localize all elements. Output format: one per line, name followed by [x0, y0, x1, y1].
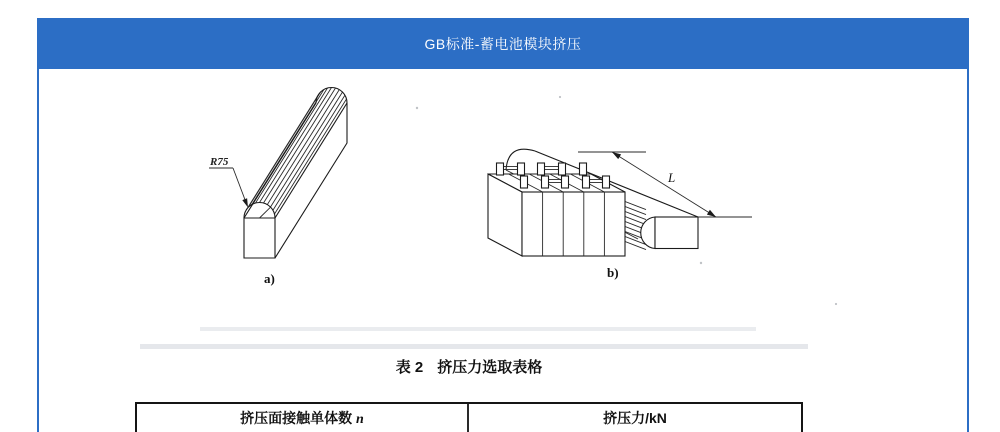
table-caption — [135, 356, 803, 377]
force-selection-table — [135, 402, 803, 432]
subfigure-a-label: a) — [264, 271, 275, 286]
scan-specks — [416, 96, 837, 305]
battery-module — [488, 163, 625, 256]
subfigure-b-label: b) — [607, 265, 619, 280]
col1-header-text: 挤压面接触单体数 — [240, 410, 353, 426]
battery-module-diagram-b — [488, 149, 752, 280]
length-dimension-label: L — [668, 170, 676, 185]
table-header-cell-contact-count — [137, 404, 469, 432]
crush-bar-hatching — [246, 88, 346, 215]
radius-dimension-label: R75 — [210, 156, 229, 168]
col1-header-variable: n — [356, 412, 364, 427]
page-title: GB标准-蓄电池模块挤压 — [424, 35, 582, 52]
table-caption-title: 挤压力选取表格 — [437, 359, 543, 376]
bar-end-block — [655, 217, 698, 249]
module-front-face — [522, 192, 625, 256]
crush-bar-diagram-a — [209, 88, 347, 287]
col2-header-text: 挤压力/kN — [603, 410, 667, 426]
table-caption-number: 表 2 — [395, 359, 424, 376]
table-header-cell-crush-force — [469, 404, 801, 432]
terminals-back-row — [497, 163, 587, 175]
